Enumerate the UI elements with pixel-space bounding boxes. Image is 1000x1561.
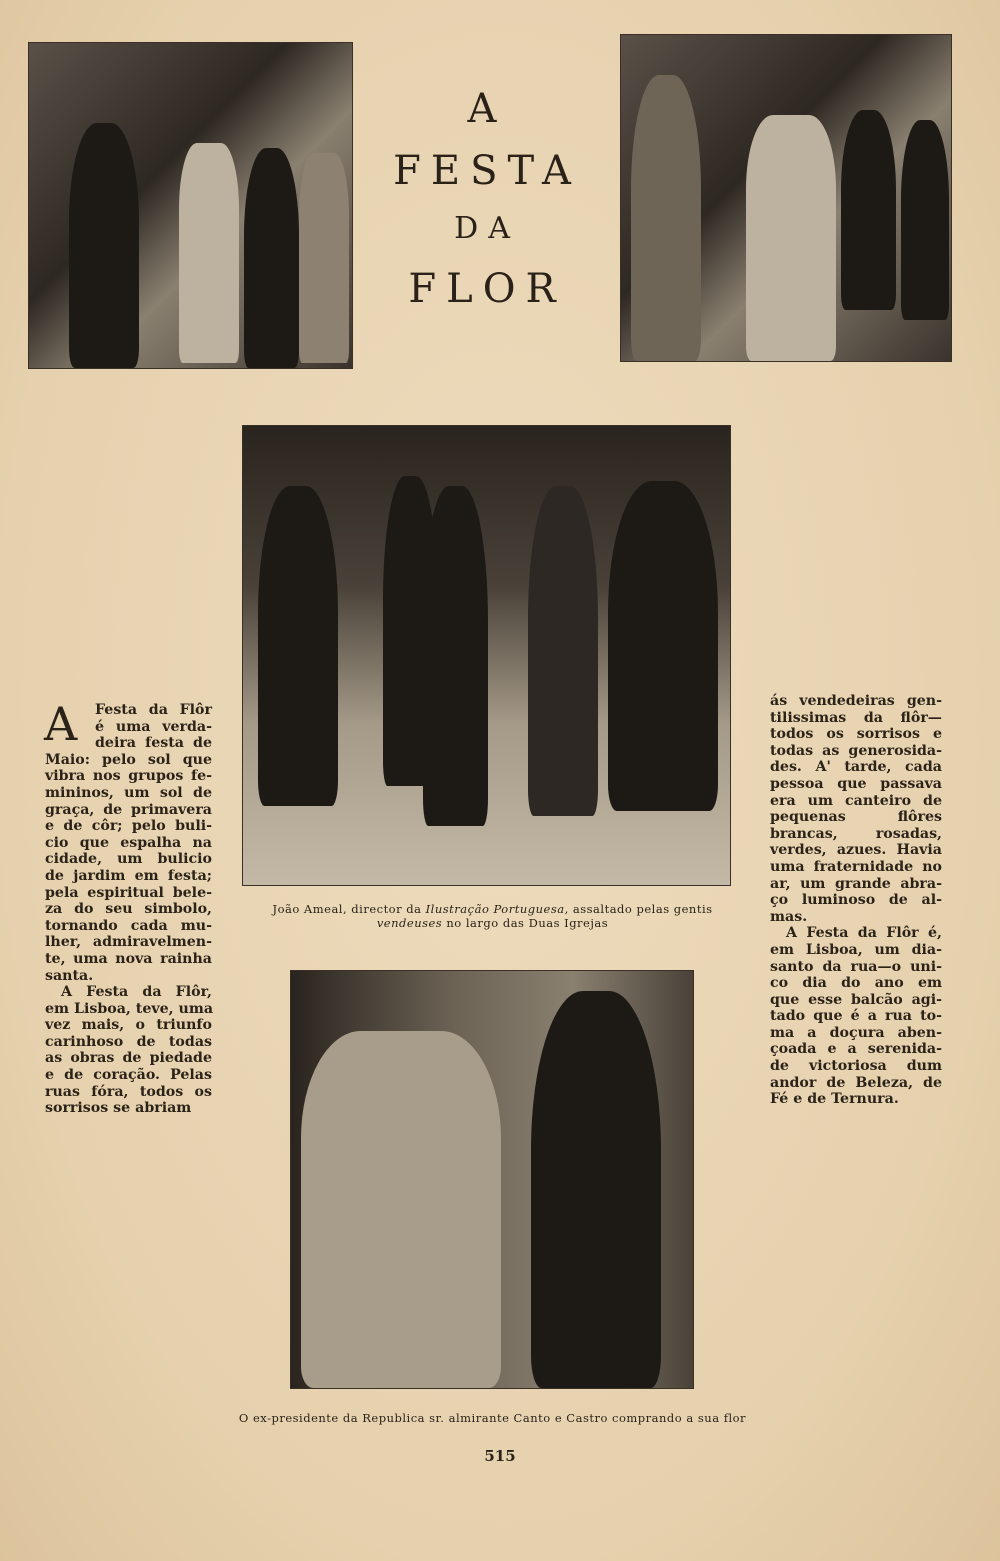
title-line-1: A <box>467 86 507 132</box>
text-line: andor de Beleza, de <box>770 1074 942 1091</box>
photo-top-right <box>620 34 952 362</box>
text-line: çoada e a serenida- <box>770 1041 942 1058</box>
text-line: e de coração. Pelas <box>45 1067 212 1084</box>
text-line: tilissimas da flôr— <box>770 709 942 726</box>
text-line: Festa da Flôr <box>95 702 212 718</box>
title-line-3: DA <box>454 211 520 246</box>
text-line: todos os sorrisos e <box>770 726 942 743</box>
text-line: co dia do ano em <box>770 975 942 992</box>
text-line: em Lisboa, um dia- <box>770 941 942 958</box>
text-line: as obras de piedade <box>45 1050 212 1067</box>
text-line: mas. <box>770 908 808 925</box>
caption-middle-photo <box>230 902 755 930</box>
text-line: cio que espalha na <box>45 834 212 851</box>
text-line: é uma verda- <box>95 718 212 735</box>
text-line: todas as generosida- <box>770 742 942 759</box>
text-line: mininos, um sol de <box>45 784 212 801</box>
text-line: carinhoso de todas <box>45 1033 212 1050</box>
text-line: te, uma nova rainha <box>45 950 212 967</box>
text-line: za do seu simbolo, <box>45 901 212 918</box>
text-line: em Lisboa, teve, uma <box>45 1000 214 1017</box>
text-line: graça, de primavera <box>45 801 212 818</box>
right-column-text <box>770 693 942 1108</box>
text-line: ás vendedeiras gen- <box>770 693 942 709</box>
photo-top-left <box>28 42 353 369</box>
title-line-4: FLOR <box>408 266 566 312</box>
caption-bottom-photo: O ex-presidente da Republica sr. almirante Canto e Castro comprando a sua flor <box>238 1411 747 1425</box>
text-line: verdes, azues. Havia <box>770 842 942 859</box>
title-line-2: FESTA <box>393 148 581 194</box>
text-line: ço luminoso de al- <box>770 892 942 909</box>
text-line: lher, admiravelmen- <box>45 934 212 951</box>
text-line: santo da rua—o uni- <box>770 958 942 975</box>
text-line: vez mais, o triunfo <box>45 1017 212 1034</box>
drop-cap: A <box>44 697 78 751</box>
text-line: pequenas flôres <box>770 809 942 826</box>
text-line: ma a doçura aben- <box>770 1024 942 1041</box>
text-line: de jardim em festa; <box>45 867 212 884</box>
caption-italic: vendeuses <box>376 916 443 930</box>
text-line: e de côr; pelo buli- <box>45 818 212 835</box>
text-line: Fé e de Ternura. <box>770 1091 899 1108</box>
photo-bottom <box>290 970 694 1389</box>
text-line: vibra nos grupos fe- <box>45 768 212 785</box>
text-line: santa. <box>45 967 94 984</box>
text-line: que esse balcão agi- <box>770 991 942 1008</box>
text-line: ruas fóra, todos os <box>45 1083 212 1100</box>
text-line: cidade, um bulicio <box>45 851 212 868</box>
text-line: sorrisos se abriam <box>45 1100 192 1117</box>
text-line: deira festa de <box>95 735 212 752</box>
text-line: tado que é a rua to- <box>770 1008 942 1025</box>
caption-italic: Ilustração Portuguesa <box>425 902 565 916</box>
caption-text: João Ameal, director da <box>272 902 426 916</box>
text-line: ar, um grande abra- <box>770 875 942 892</box>
text-line: uma fraternidade no <box>770 858 942 875</box>
text-line: era um canteiro de <box>770 792 942 809</box>
text-line: de victoriosa dum <box>770 1058 942 1075</box>
text-line: des. A' tarde, cada <box>770 759 942 776</box>
text-line: A Festa da Flôr, <box>61 984 212 1001</box>
photo-middle <box>242 425 731 886</box>
text-line: brancas, rosadas, <box>770 825 942 842</box>
text-line: pela espiritual bele- <box>45 884 212 901</box>
left-column-text <box>44 697 214 1117</box>
text-line: tornando cada mu- <box>45 917 212 934</box>
caption-text: , assaltado pelas gentis <box>564 902 713 916</box>
caption-text: no largo das Duas Igrejas <box>442 916 609 930</box>
page-number: 515 <box>484 1447 516 1465</box>
text-line: Maio: pelo sol que <box>45 751 212 768</box>
text-line: pessoa que passava <box>770 775 942 792</box>
text-line: A Festa da Flôr é, <box>786 925 942 942</box>
